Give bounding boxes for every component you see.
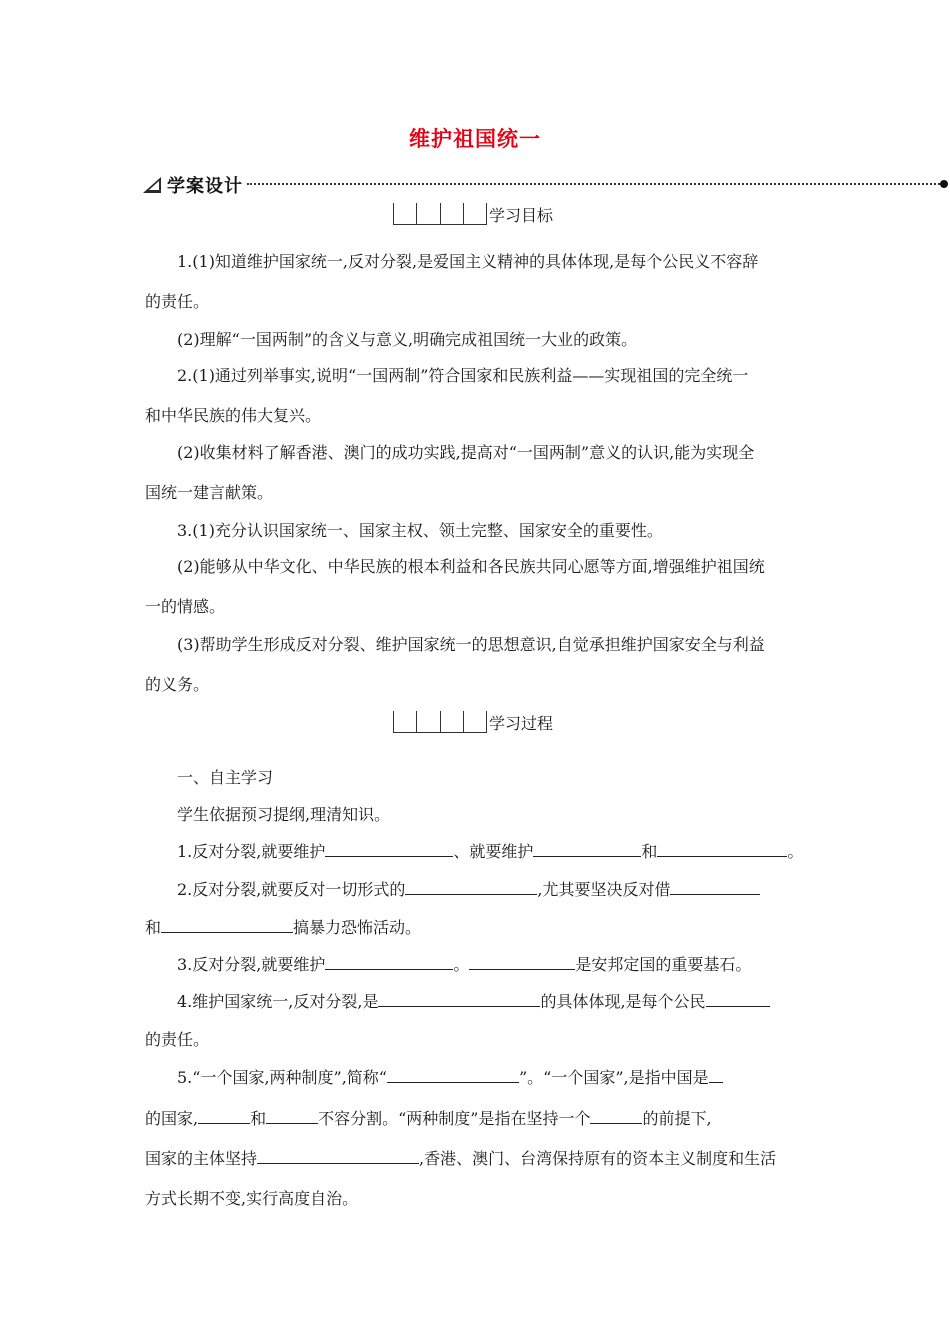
q1-text-a: 1.反对分裂,就要维护	[177, 842, 326, 861]
q5-blank-6[interactable]	[257, 1147, 419, 1164]
q4-blank-2[interactable]	[706, 990, 770, 1007]
dotted-divider	[247, 183, 940, 185]
dot-end-icon	[940, 180, 948, 188]
q5-text-d: 和	[250, 1109, 267, 1128]
objective-3-3-line2: 的义务。	[145, 675, 210, 694]
question-5-line4: 方式长期不变,实行高度自治。	[145, 1189, 359, 1208]
objective-2-1-line1: 2.(1)通过列举事实,说明“一国两制”符合国家和民族利益——实现祖国的完全统一	[177, 366, 749, 385]
q1-blank-2[interactable]	[533, 840, 641, 857]
page-title: 维护祖国统一	[409, 127, 541, 151]
self-study-intro: 学生依据预习提纲,理清知识。	[177, 805, 391, 824]
q5-blank-1[interactable]	[387, 1066, 519, 1083]
q4-text-b: 的具体体现,是每个公民	[540, 992, 706, 1011]
objective-1-1-line2: 的责任。	[145, 292, 210, 311]
q5-text-a: 5.“一个国家,两种制度”,简称“	[177, 1068, 387, 1087]
question-1	[177, 832, 803, 872]
q4-text-a: 4.维护国家统一,反对分裂,是	[177, 992, 379, 1011]
objective-3-2-line1: (2)能够从中华文化、中华民族的根本利益和各民族共同心愿等方面,增强维护祖国统	[177, 557, 765, 576]
q5-text-e: 不容分割。“两种制度”是指在坚持一个	[318, 1109, 591, 1128]
q3-text-c: 是安邦定国的重要基石。	[575, 955, 752, 974]
q5-text-g: 国家的主体坚持	[145, 1149, 258, 1168]
q5-blank-3[interactable]	[198, 1107, 250, 1124]
box-decoration	[393, 711, 487, 733]
question-5-line3	[145, 1139, 776, 1179]
q2-text-a: 2.反对分裂,就要反对一切形式的	[177, 880, 406, 899]
objectives-heading-label: 学习目标	[489, 206, 554, 225]
q2-blank-1[interactable]	[405, 878, 537, 895]
self-study-heading: 一、自主学习	[177, 768, 274, 787]
q3-blank-2[interactable]	[469, 953, 575, 970]
q3-text-b: 。	[453, 955, 470, 974]
q1-text-c: 和	[641, 842, 658, 861]
q3-text-a: 3.反对分裂,就要维护	[177, 955, 326, 974]
q2-blank-3[interactable]	[161, 916, 293, 933]
question-4-line1	[177, 982, 770, 1022]
q5-text-f: 的前提下,	[642, 1109, 712, 1128]
section-banner	[143, 172, 948, 198]
question-2-line2	[145, 908, 421, 948]
q3-blank-1[interactable]	[325, 953, 453, 970]
objective-1-2: (2)理解“一国两制”的含义与意义,明确完成祖国统一大业的政策。	[177, 330, 638, 349]
banner-label: 学案设计	[167, 176, 243, 197]
objective-3-2-line2: 一的情感。	[145, 597, 226, 616]
q1-text-b: 、就要维护	[453, 842, 534, 861]
objective-2-2-line2: 国统一建言献策。	[145, 483, 274, 502]
q2-text-d: 搞暴力恐怖活动。	[293, 918, 422, 937]
q2-blank-2[interactable]	[670, 878, 760, 895]
question-2-line1	[177, 870, 760, 910]
box-decoration	[393, 203, 487, 225]
question-3	[177, 945, 751, 985]
objective-3-3-line1: (3)帮助学生形成反对分裂、维护国家统一的思想意识,自觉承担维护国家安全与利益	[177, 635, 765, 654]
q5-text-h: ,香港、澳门、台湾保持原有的资本主义制度和生活	[419, 1149, 777, 1168]
triangle-icon	[143, 177, 161, 193]
objective-2-2-line1: (2)收集材料了解香港、澳门的成功实践,提高对“一国两制”意义的认识,能为实现全	[177, 443, 755, 462]
q5-blank-4[interactable]	[266, 1107, 318, 1124]
objective-3-1: 3.(1)充分认识国家统一、国家主权、领土完整、国家安全的重要性。	[177, 521, 663, 540]
question-4-line2: 的责任。	[145, 1030, 210, 1049]
q5-blank-5[interactable]	[590, 1107, 642, 1124]
q1-blank-1[interactable]	[325, 840, 453, 857]
q5-text-c: 的国家,	[145, 1109, 199, 1128]
q5-blank-2[interactable]	[709, 1066, 723, 1083]
q1-blank-3[interactable]	[657, 840, 787, 857]
objective-2-1-line2: 和中华民族的伟大复兴。	[145, 406, 322, 425]
question-5-line2	[145, 1099, 712, 1139]
q1-text-d: 。	[787, 842, 804, 861]
question-5-line1	[177, 1058, 723, 1098]
q2-text-c: 和	[145, 918, 162, 937]
q2-text-b: ,尤其要坚决反对借	[537, 880, 671, 899]
process-heading-label: 学习过程	[489, 714, 554, 733]
q5-text-b: ”。“一个国家”,是指中国是	[518, 1068, 709, 1087]
q4-blank-1[interactable]	[378, 990, 540, 1007]
objective-1-1-line1: 1.(1)知道维护国家统一,反对分裂,是爱国主义精神的具体体现,是每个公民义不容辞	[177, 252, 759, 271]
